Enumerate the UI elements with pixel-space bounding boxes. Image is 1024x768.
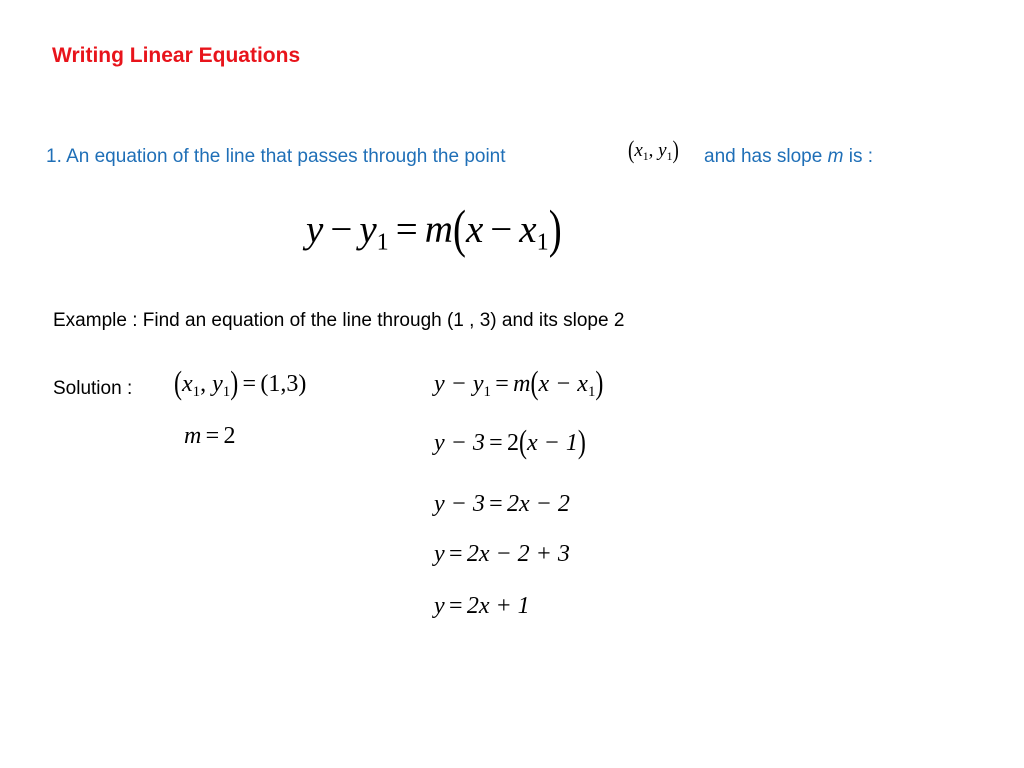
solution-step: $y - y_1 = m(x - x_1)$ bbox=[434, 366, 604, 402]
step1-line-end bbox=[704, 146, 873, 168]
step1-text-before: An equation of the line that passes through the point bbox=[66, 146, 506, 167]
step1-line bbox=[46, 146, 506, 168]
solution-given-slope: m = 2 bbox=[184, 423, 236, 449]
step1-point: ($x_1$, $y_1$) bbox=[628, 136, 679, 165]
slide-title: Writing Linear Equations bbox=[52, 44, 301, 67]
solution-step: y − 3 = 2x − 2 bbox=[434, 491, 570, 517]
solution-step: y − 3 = 2(x − 1) bbox=[434, 425, 586, 461]
solution-given-point: ($x_1$, $y_1) = (1,3)$ bbox=[174, 366, 307, 402]
solution-step: y = 2x − 2 + 3 bbox=[434, 541, 570, 567]
solution-label: Solution : bbox=[53, 378, 133, 399]
step1-number: 1. bbox=[46, 146, 62, 167]
step1-text-middle: and has slope bbox=[704, 146, 823, 167]
example-text: Example : Find an equation of the line through (1 , 3) and its slope 2 bbox=[53, 310, 625, 331]
step1-slope-var: m bbox=[827, 146, 844, 167]
step1-text-after: is : bbox=[848, 146, 873, 167]
solution-step: y = 2x + 1 bbox=[434, 593, 530, 619]
point-slope-formula: $y - y_1 = m(x - x_1)$ bbox=[306, 200, 562, 259]
